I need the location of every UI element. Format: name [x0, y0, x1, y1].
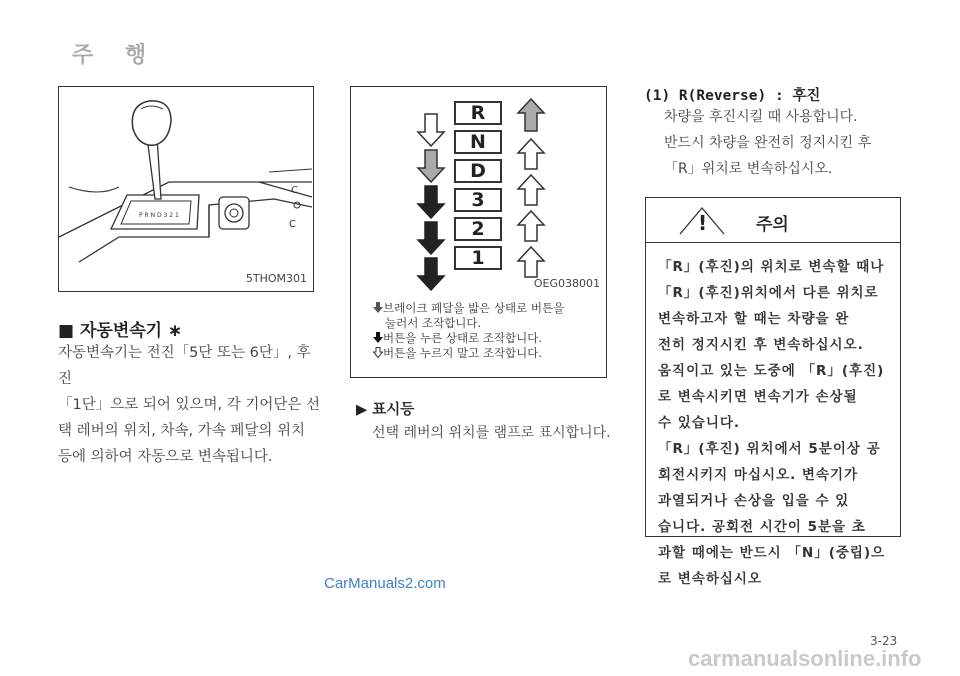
legend-text: 버튼을 누르지 말고 조작합니다.: [383, 346, 543, 360]
legend-item: [373, 331, 564, 346]
text-line: 수 있습니다.: [658, 415, 741, 431]
text-line: 반드시 차량을 완전히 정지시킨 후: [664, 135, 872, 151]
watermark-link[interactable]: CarManuals2.com: [324, 575, 446, 592]
text-line: 택 레버의 위치, 차속, 가속 페달의 위치: [58, 423, 305, 439]
gear-r: R: [454, 101, 502, 125]
text-line: 과할 때에는 반드시 「N」(중립)으: [658, 545, 886, 561]
section-reverse-body: [664, 104, 904, 182]
down-arrow-outline-icon: [418, 114, 444, 146]
caution-header: [646, 198, 900, 243]
text-line: 전히 정지시킨 후 변속하십시오.: [658, 337, 864, 353]
figure-code: 5THOM301: [245, 272, 307, 285]
up-arrow-gray-icon: [518, 99, 544, 131]
section-title-indicator: ▶ 표시등: [356, 402, 415, 418]
figure-code: OEG038001: [533, 277, 600, 290]
gear-1: 1: [454, 246, 502, 270]
shift-lever-figure: [58, 86, 314, 292]
text-line: 「R」(후진)의 위치로 변속할 때나: [658, 259, 885, 275]
down-arrow-black-icon: [418, 186, 444, 218]
legend-text: 눌러서 조작합니다.: [385, 316, 482, 330]
section-title-auto: ■ 자동변속기 ∗: [58, 321, 183, 341]
section-indicator-body: 선택 레버의 위치를 램프로 표시합니다.: [372, 425, 611, 441]
svg-text:C: C: [289, 219, 296, 230]
legend: [373, 301, 564, 361]
footer-watermark: carmanualsonline.info: [688, 646, 922, 671]
svg-text:C: C: [291, 185, 298, 196]
svg-text:P R N D 3 2 1: P R N D 3 2 1: [139, 212, 179, 219]
up-arrow-outline-icon: [518, 139, 544, 169]
text-line: 로 변속시키면 변속기가 손상될: [658, 389, 858, 405]
down-arrow-black-icon: [418, 258, 444, 290]
down-arrow-black-icon: [373, 332, 383, 343]
svg-text:!: !: [698, 211, 708, 235]
up-arrow-outline-icon: [518, 175, 544, 205]
text-line: 변속하고자 할 때는 차량을 완: [658, 311, 850, 327]
text-line: 「R」(후진)위치에서 다른 위치로: [658, 285, 879, 301]
text-line: 과열되거나 손상을 입을 수 있: [658, 493, 850, 509]
shift-lever-illustration: [59, 87, 312, 272]
legend-text: 버튼을 누른 상태로 조작합니다.: [383, 331, 543, 345]
gear-d: D: [454, 159, 502, 183]
text-line: 「R」(후진) 위치에서 5분이상 공: [658, 441, 881, 457]
warning-triangle-icon: [678, 206, 726, 236]
text-line: 등에 의하여 자동으로 변속됩니다.: [58, 449, 273, 465]
section-auto-body: [58, 340, 320, 470]
arrow-column-right: [511, 95, 551, 285]
text-line: 습니다. 공회전 시간이 5분을 초: [658, 519, 866, 535]
gear-n: N: [454, 130, 502, 154]
gear-3: 3: [454, 188, 502, 212]
up-arrow-outline-icon: [518, 211, 544, 241]
legend-text: 브레이크 페달을 밟은 상태로 버튼을: [383, 301, 565, 315]
down-arrow-gray-black-icon: [373, 302, 383, 313]
text-line: 「R」위치로 변속하십시오.: [664, 161, 833, 177]
down-arrow-black-icon: [418, 222, 444, 254]
text-line: 회전시키지 마십시오. 변속기가: [658, 467, 859, 483]
caution-title: 주의: [756, 215, 789, 235]
gear-2: 2: [454, 217, 502, 241]
text-line: 움직이고 있는 도중에 「R」(후진): [658, 363, 885, 379]
legend-item: [373, 316, 564, 331]
section-header: 주 행: [72, 43, 159, 68]
caution-body: [658, 254, 894, 592]
section-title-reverse: (1) R(Reverse) : 후진: [644, 88, 821, 104]
gear-position-figure: [350, 86, 607, 378]
arrow-column-left: [411, 110, 451, 300]
text-line: 차량을 후진시킬 때 사용합니다.: [664, 109, 858, 125]
text-line: 「1단」으로 되어 있으며, 각 기어단은 선: [58, 397, 320, 413]
page-number: 3-23: [870, 634, 898, 648]
down-arrow-outline-icon: [373, 347, 383, 358]
up-arrow-outline-icon: [518, 247, 544, 277]
text-line: 로 변속하십시오: [658, 571, 762, 587]
legend-item: [373, 301, 564, 316]
legend-item: [373, 346, 564, 361]
caution-box: [645, 197, 901, 587]
text-line: 자동변속기는 전진「5단 또는 6단」, 후진: [58, 345, 311, 387]
down-arrow-gray-icon: [418, 150, 444, 182]
